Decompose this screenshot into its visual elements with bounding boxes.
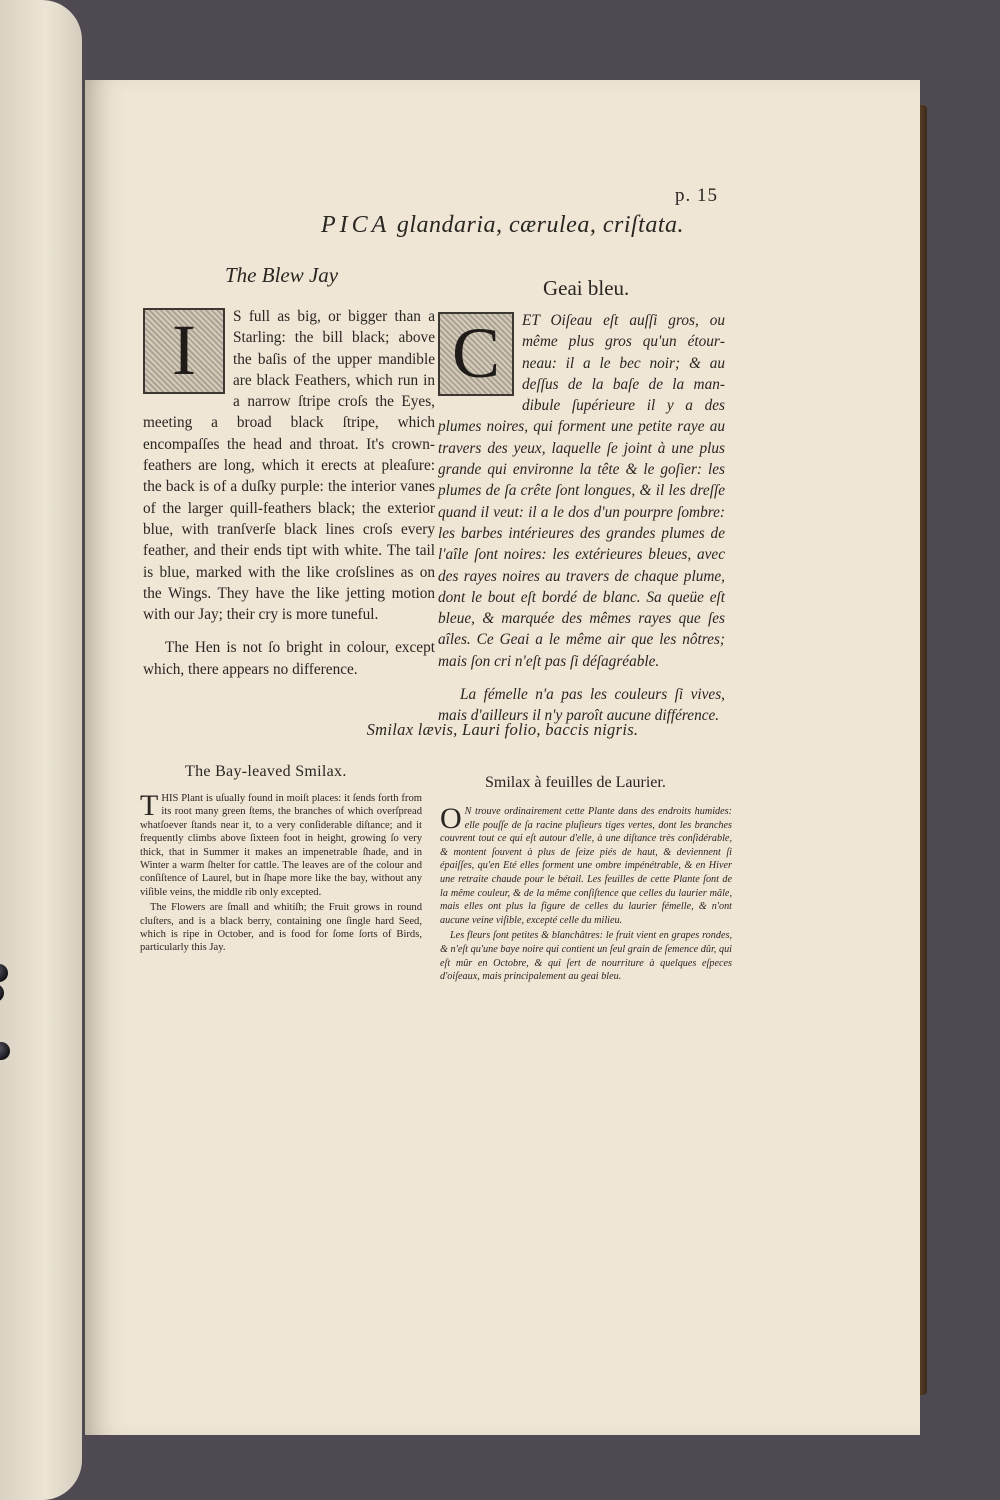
ornamental-dropcap-c: C <box>438 312 514 396</box>
english-bird-heading: The Blew Jay <box>225 263 339 287</box>
english-plant-heading: The Bay-leaved Smilax. <box>185 763 347 780</box>
plant-dropcap-o: O <box>440 802 462 835</box>
french-bird-paragraph: ET Oiſeau eſt auſſi gros, ou même plus gros qu'un étourneau: il a le bec noir; & au deſſus de la baſe de la mandibule ſupérieure il y a des plumes noires, qui forment une petite raye au travers des yeux, laquelle ſe joint à une plus grande qui environne la tête & le goſier: les plumes de ſa crête ſont longues, & il les dreſſe quand il veut: il a le dos d'un pourpre ſombre: les barbes intérieures des grandes plumes de l'aîle ſont noires: les extérieures bleues, avec des rayes noires au travers de chaque plume, dont le bout eſt bordé de blanc. Sa queüe eſt bleue, & marquée des mêmes rayes que ſes aîles. Ce Geai a le même air que les nôtres; mais ſon cri n'eſt pas ſi déſagréable. <box>438 312 725 670</box>
berry-cluster-illustration <box>0 950 8 1070</box>
french-bird-text <box>438 310 725 742</box>
english-bird-text <box>143 306 435 695</box>
plant-title: Smilax lævis, Lauri folio, baccis nigris. <box>366 720 639 739</box>
english-fruit-paragraph: The Flowers are ſmall and whitiſh; the Fruit grows in round cluſters, and is a black berry, containing one ſingle hard Seed, which is ripe in October, and is food for ſome ſorts of Birds, particularly this Jay. <box>140 902 422 954</box>
french-bird-heading: Geai bleu. <box>543 276 630 300</box>
french-plant-text <box>440 802 732 994</box>
french-plant-paragraph: N trouve ordinairement cette Plante dans des endroits humides: elle pouſſe de ſa racine pluſieurs tiges vertes, dont les branches couvrent tout ce qui eſt autour d'elle, à une diſtance très conſidérable, & montent ſouvent à plus de ſeize piés de haut, & deviennent ſi épaiſſes, qu'en Eté elles forment une ombre impénétrable, & en Hiver une retraite chaude pour le bétail. Les feuilles de cette Plante ſont de la même couleur, & de la même conſiſtence que celles du laurier mâle, mais elles ont plus la figure de celles du laurier fémelle, & n'ont aucune veine viſible, excepté celle du milieu. <box>440 806 732 926</box>
page-number: p. 15 <box>675 185 718 206</box>
plant-dropcap-t: T <box>140 789 159 822</box>
english-plant-text <box>140 789 422 965</box>
english-bird-paragraph: S full as big, or bigger than a Starling: the bill black; above the baſis of the upper mandible are black Feathers, which run in a narrow ſtripe croſs the Eyes, meeting a broad black ſtripe, which encompaſſes the head and throat. It's crown-feathers are long, which it erects at pleaſure: the back is of a duſky purple: the interior vanes of the larger quill-feathers black; the exterior blue, with tranſverſe black lines croſs every feather, and their ends tipt with white. The tail is blue, marked with the like croſslines as on the Wings. They have the like jetting motion with our Jay; their cry is more tuneful. <box>143 308 435 624</box>
english-plant-paragraph: HIS Plant is uſually found in moiſt places: it ſends forth from its root many green ſtems, the branches of which overſpread whatſoever ſtands near it, to a very conſiderable diſtance; and it frequently climbs above ſixteen foot in height, growing ſo very thick, that in Summer it makes an impenetrable ſhade, and in Winter a warm ſhelter for cattle. The leaves are of the colour and conſiſtence of Laurel, but in ſhape more like the bay, without any viſible veins, the middle rib only excepted. <box>140 793 422 898</box>
book-page <box>85 80 920 1435</box>
title-genus: PICA <box>321 212 391 238</box>
page-title <box>85 212 920 239</box>
facing-page-edge <box>0 0 82 1500</box>
french-hen-paragraph: La fémelle n'a pas les couleurs ſi vives, mais d'ailleurs il n'y paroît aucune différence. <box>438 686 725 725</box>
ornamental-dropcap-i: I <box>143 308 225 394</box>
english-hen-paragraph: The Hen is not ſo bright in colour, except which, there appears no difference. <box>143 639 435 678</box>
french-plant-heading: Smilax à feuilles de Laurier. <box>485 774 666 791</box>
title-species: glandaria, cærulea, criſtata. <box>390 212 684 238</box>
french-fruit-paragraph: Les fleurs ſont petites & blanchâtres: le fruit vient en grapes rondes, & n'eſt qu'une baye noire qui contient un ſeul grain de ſemence dûr, qui eſt mûr en Octobre, & qui ſert de nourriture à quelques eſpeces d'oiſeaux, mais principalement au geai bleu. <box>440 930 732 983</box>
